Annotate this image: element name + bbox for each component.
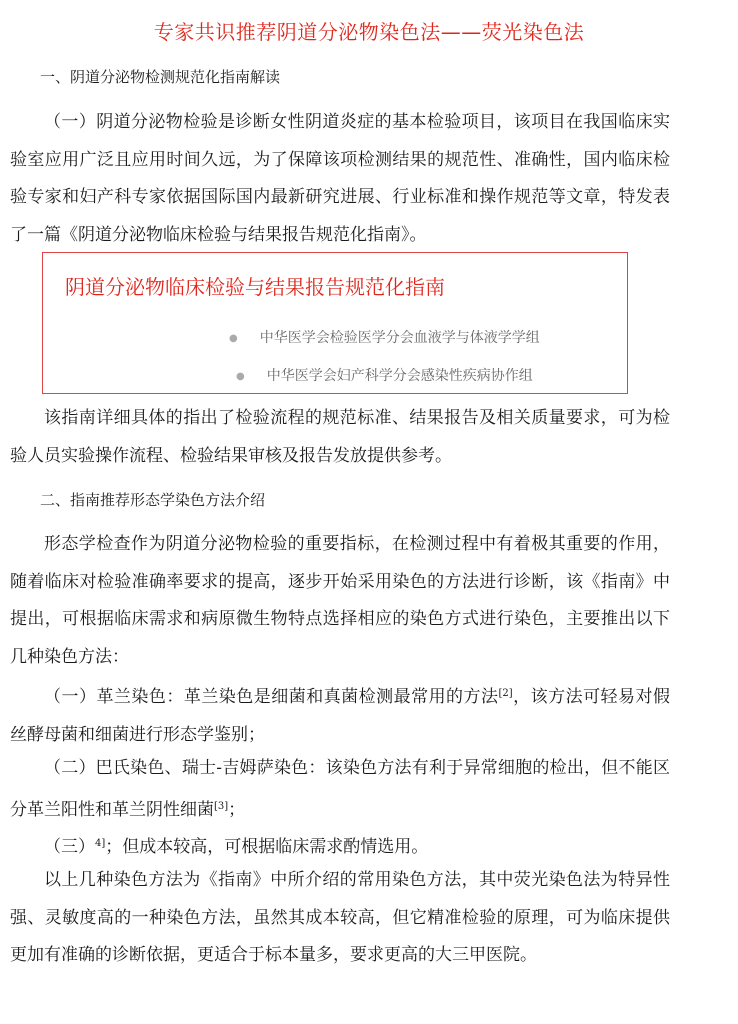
guide-citation-box: [42, 252, 628, 394]
bullet-icon: ●: [236, 370, 245, 382]
guide-title: 阴道分泌物临床检验与结果报告规范化指南: [65, 275, 445, 299]
stain-item-gram: （一）革兰染色：革兰染色是细菌和真菌检测最常用的方法[2]，该方法可轻易对假丝酵母菌和细菌进行形态学鉴别；: [10, 687, 670, 745]
bullet-icon: ●: [229, 332, 238, 344]
reference-mark: [2]: [498, 688, 513, 699]
section1-paragraph-1: （一）阴道分泌物检验是诊断女性阴道炎症的基本检验项目，该项目在我国临床实验室应用广泛且应用时间久远，为了保障该项检测结果的规范性、准确性，国内临床检验专家和妇产科专家依据国际国内最新研究进展、行业标准和操作规范等文章，特发表了一篇《阴道分泌物临床检验与结果报告规范化指南》。: [10, 112, 670, 245]
document-title: 专家共识推荐阴道分泌物染色法——荧光染色法: [153, 20, 585, 44]
guide-author-2: ● 中华医学会妇产科学分会感染性疾病协作组: [236, 368, 533, 384]
section1-heading: 一、阴道分泌物检测规范化指南解读: [40, 68, 281, 86]
guide-author-1: ● 中华医学会检验医学分会血液学与体液学学组: [229, 330, 540, 346]
reference-mark: 4]: [95, 838, 106, 849]
stain-item-pap: （二）巴氏染色、瑞士-吉姆萨染色：该染色方法有利于异常细胞的检出，但不能区分革兰阳性和革兰阴性细菌[3]；: [10, 758, 670, 820]
section2-paragraph-last: 以上几种染色方法为《指南》中所介绍的常用染色方法，其中荧光染色法为特异性强、灵敏度高的一种染色方法，虽然其成本较高，但它精准检验的原理，可为临床提供更加有准确的诊断依据，更适合于标本量多，要求更高的大三甲医院。: [10, 870, 670, 965]
section1-paragraph-2: 该指南详细具体的指出了检验流程的规范标准、结果报告及相关质量要求，可为检验人员实验操作流程、检验结果审核及报告发放提供参考。: [10, 408, 670, 466]
stain-item-fluorescent: （三）$^{4]}$；但成本较高，可根据临床需求酌情选用。: [44, 837, 429, 857]
reference-mark: [3]: [214, 800, 229, 812]
section2-paragraph-1: 形态学检查作为阴道分泌物检验的重要指标，在检测过程中有着极其重要的作用，随着临床对检验准确率要求的提高，逐步开始采用染色的方法进行诊断，该《指南》中提出，可根据临床需求和病原微生物特点选择相应的染色方式进行染色，主要推出以下几种染色方法：: [10, 534, 670, 667]
section2-heading: 二、指南推荐形态学染色方法介绍: [40, 491, 266, 509]
